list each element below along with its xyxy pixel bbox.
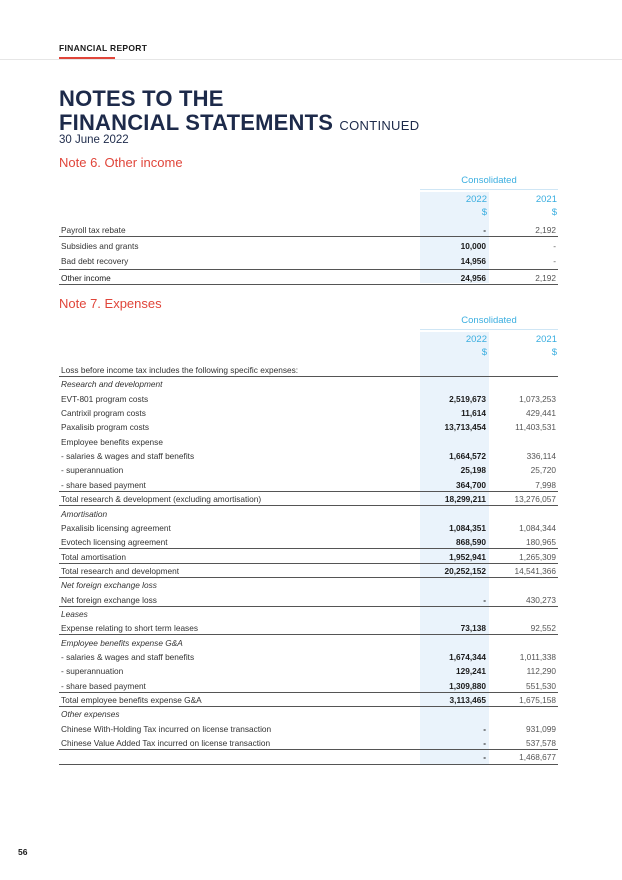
value-2022: 20,252,152 <box>444 565 486 576</box>
note6-consolidated-rule <box>420 189 558 190</box>
table-row <box>59 419 558 433</box>
table-row <box>59 434 558 448</box>
value-2021: - <box>553 256 556 267</box>
value-2021: 112,290 <box>526 666 556 677</box>
value-2022: 364,700 <box>456 479 486 490</box>
header-rule <box>0 59 622 60</box>
table-row <box>59 735 558 750</box>
row-label: Research and development <box>61 379 163 390</box>
row-label: Subsidies and grants <box>61 240 139 251</box>
value-2022: - <box>483 738 486 749</box>
row-label: Paxalisib licensing agreement <box>61 522 171 533</box>
row-label: Net foreign exchange loss <box>61 594 157 605</box>
note6-year-2022: 2022 <box>465 194 487 205</box>
table-row <box>59 506 558 520</box>
note6-year-2021: 2021 <box>535 194 557 205</box>
row-label: - share based payment <box>61 479 146 490</box>
value-2022: 1,952,941 <box>449 551 486 562</box>
value-2021: 537,578 <box>526 738 556 749</box>
row-label: - salaries & wages and staff benefits <box>61 652 195 662</box>
value-2022: - <box>483 723 486 734</box>
row-label: - superannuation <box>61 465 124 476</box>
page-title-line2 <box>59 110 419 136</box>
table-row <box>59 462 558 476</box>
table-row <box>59 491 558 506</box>
table-row <box>59 549 558 564</box>
row-label: Total amortisation <box>61 551 127 562</box>
row-label: Leases <box>61 608 88 619</box>
value-2021: 14,541,366 <box>514 565 556 576</box>
row-label: Other income <box>61 273 111 284</box>
value-2021: 2,192 <box>535 225 556 235</box>
value-2021: 180,965 <box>526 537 556 548</box>
row-label: Chinese Value Added Tax incurred on license transaction <box>61 738 271 749</box>
value-2022: 18,299,211 <box>444 494 486 505</box>
report-date: 30 June 2022 <box>59 134 129 146</box>
table-row <box>59 620 558 635</box>
page-number: 56 <box>18 847 28 857</box>
value-2021: 1,675,158 <box>519 695 556 706</box>
row-label: Loss before income tax includes the following specific expenses: <box>61 365 299 375</box>
table-row <box>59 269 558 285</box>
row-label: Cantrixil program costs <box>61 408 146 419</box>
table-row <box>59 563 558 578</box>
row-label: Employee benefits expense G&A <box>61 637 183 648</box>
value-2022: 13,713,454 <box>444 422 486 433</box>
note7-currency-2021: $ <box>551 347 557 358</box>
value-2022: 14,956 <box>460 256 486 267</box>
note6-consolidated-label: Consolidated <box>461 175 517 186</box>
table-row <box>59 692 558 707</box>
value-2021: 92,552 <box>530 623 556 634</box>
table-row <box>59 253 558 267</box>
page-title-main: FINANCIAL STATEMENTS <box>59 110 334 135</box>
value-2021: 25,720 <box>530 465 556 476</box>
value-2022: 3,113,465 <box>449 695 486 706</box>
value-2021: 1,011,338 <box>519 652 556 662</box>
table-row <box>59 592 558 607</box>
value-2022: 1,674,344 <box>449 652 486 662</box>
table-row <box>59 606 558 620</box>
note7-consolidated-rule <box>420 329 558 330</box>
value-2021: 1,073,253 <box>519 393 556 404</box>
table-row <box>59 362 558 377</box>
table-row <box>59 376 558 390</box>
note7-consolidated-label: Consolidated <box>461 315 517 326</box>
value-2021: 13,276,057 <box>514 494 556 505</box>
note7-title: Note 7. Expenses <box>59 296 162 311</box>
value-2022: 1,664,572 <box>449 451 486 462</box>
row-label: Other expenses <box>61 709 120 720</box>
note7-year-2021: 2021 <box>535 334 557 345</box>
value-2022: 2,519,673 <box>449 393 486 404</box>
note6-title: Note 6. Other income <box>59 155 183 170</box>
row-label: Payroll tax rebate <box>61 225 126 235</box>
row-label: Employee benefits expense <box>61 436 163 447</box>
row-label: - superannuation <box>61 666 124 677</box>
page-title-line1: NOTES TO THE <box>59 86 224 111</box>
note7-currency-2022: $ <box>481 347 487 358</box>
value-2021: 336,114 <box>526 451 556 462</box>
table-row <box>59 721 558 735</box>
value-2022: - <box>483 225 486 235</box>
value-2021: 2,192 <box>535 273 556 284</box>
row-label: EVT-801 program costs <box>61 393 149 404</box>
value-2021: 1,265,309 <box>519 551 556 562</box>
row-label: Chinese With-Holding Tax incurred on license transaction <box>61 723 272 734</box>
row-label: Total research & development (excluding amortisation) <box>61 494 262 505</box>
table-row <box>59 635 558 649</box>
value-2022: 11,614 <box>461 408 486 419</box>
table-row <box>59 678 558 693</box>
row-label: Evotech licensing agreement <box>61 537 168 548</box>
row-label: Paxalisib program costs <box>61 422 150 433</box>
table-row <box>59 477 558 492</box>
note6-currency-2021: $ <box>551 207 557 218</box>
row-label: - salaries & wages and staff benefits <box>61 451 195 462</box>
table-row <box>59 534 558 549</box>
value-2022: - <box>483 594 486 605</box>
value-2021: 1,084,344 <box>519 522 556 533</box>
table-row <box>59 391 558 405</box>
row-label: Net foreign exchange loss <box>61 580 157 591</box>
table-row <box>59 649 558 663</box>
value-2022: 10,000 <box>460 240 486 251</box>
value-2022: 73,138 <box>460 623 486 634</box>
value-2022: 1,309,880 <box>449 680 486 691</box>
row-label: Total research and development <box>61 565 180 576</box>
note6-currency-2022: $ <box>481 207 487 218</box>
value-2021: 430,273 <box>526 594 556 605</box>
section-header: FINANCIAL REPORT <box>59 43 148 53</box>
table-row <box>59 448 558 462</box>
table-row <box>59 663 558 677</box>
row-label: - share based payment <box>61 680 146 691</box>
table-row <box>59 520 558 534</box>
note7-year-2022: 2022 <box>465 334 487 345</box>
value-2021: 551,530 <box>526 680 556 691</box>
value-2021: 429,441 <box>526 408 556 419</box>
row-label: Expense relating to short term leases <box>61 623 198 634</box>
value-2021: 7,998 <box>535 479 556 490</box>
value-2021: 11,403,531 <box>515 422 556 433</box>
table-row <box>59 238 558 252</box>
row-label: Total employee benefits expense G&A <box>61 695 202 706</box>
value-2022: 24,956 <box>460 273 486 284</box>
value-2022: 1,084,351 <box>449 522 486 533</box>
value-2022: 868,590 <box>456 537 486 548</box>
table-row <box>59 749 558 764</box>
value-2021: 1,468,677 <box>519 752 556 763</box>
row-label: Bad debt recovery <box>61 256 129 267</box>
table-row <box>59 706 558 720</box>
table-row <box>59 405 558 419</box>
value-2021: 931,099 <box>526 723 556 734</box>
value-2022: 129,241 <box>456 666 486 677</box>
value-2022: 25,198 <box>460 465 486 476</box>
value-2022: - <box>483 752 486 763</box>
table-row <box>59 577 558 591</box>
table-row <box>59 222 558 237</box>
value-2021: - <box>553 240 556 251</box>
page-title-continued: CONTINUED <box>339 118 420 133</box>
row-label: Amortisation <box>61 508 108 519</box>
